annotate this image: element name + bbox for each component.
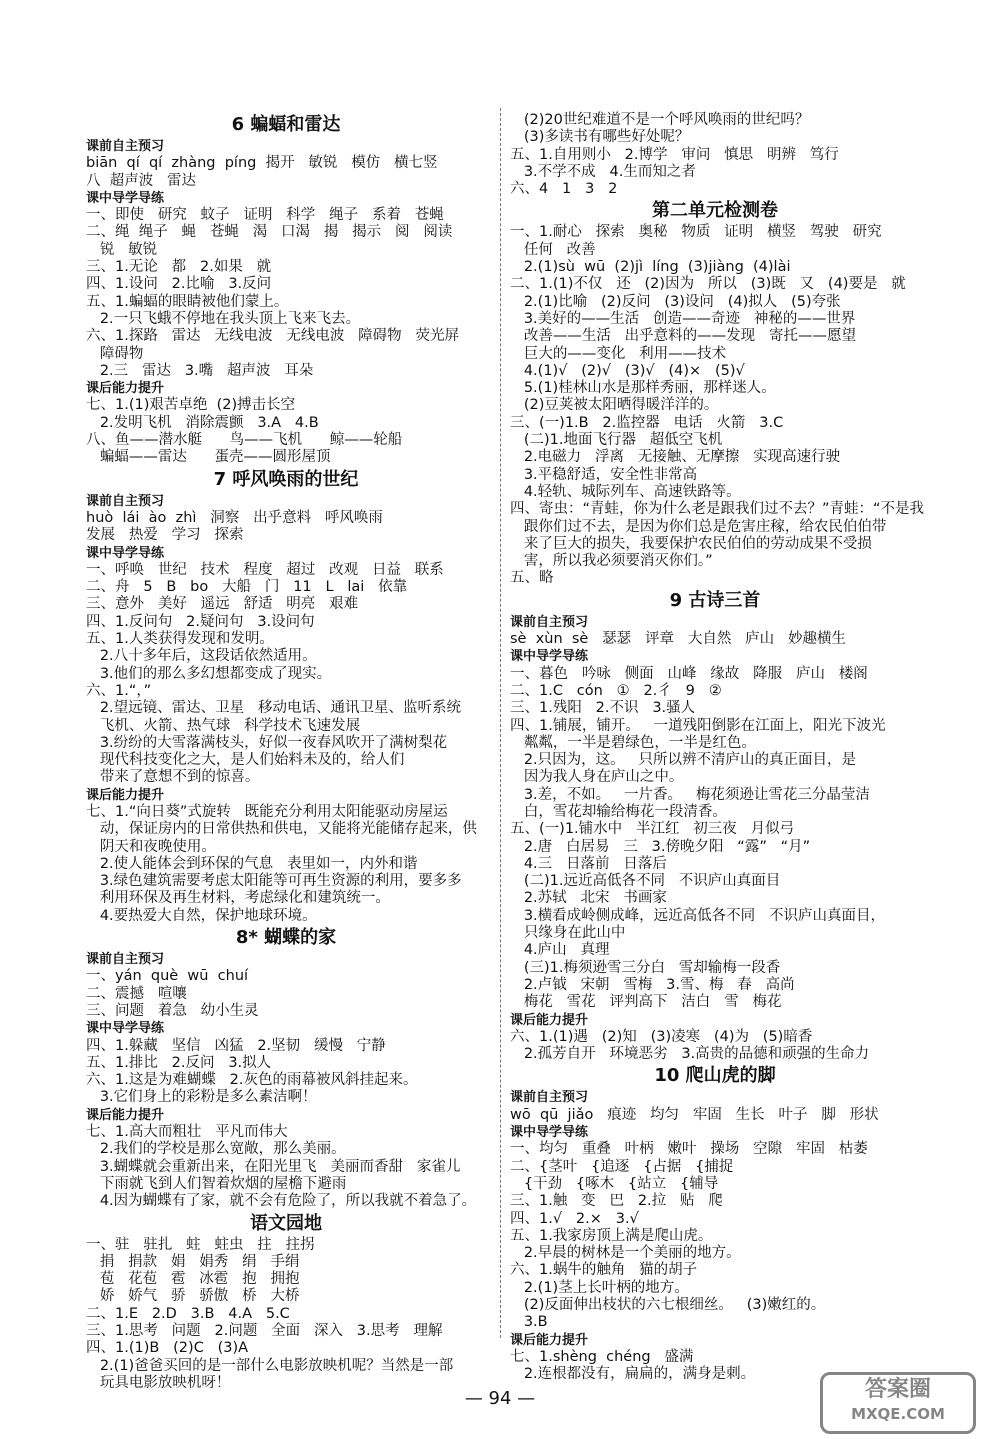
answer-line: 障碍物 [86,345,144,362]
answer-line: 三、问题 着急 幼小生灵 [86,1002,259,1019]
answer-line: (2)20世纪难道不是一个呼风唤雨的世纪吗？ [510,112,810,128]
answer-line: 2.(1)茎上长叶柄的地方。 [510,1279,689,1296]
answer-line: 三、意外 美好 遥远 舒适 明亮 艰难 [86,596,359,613]
answer-line: 2.三 雷达 3.嘴 超声波 耳朵 [86,362,314,379]
answer-line: 害，所以我必须要消灭你们。” [510,553,713,570]
answer-line: 3.B [510,1314,548,1331]
answer-line: 二、绳 绳子 蝇 苍蝇 渴 口渴 揭 揭示 阅 阅读 [86,224,453,241]
answer-line: (三)1.梅须逊雪三分白 雪却输梅一段香 [510,959,781,976]
answer-line: 因为我人身在庐山之中。 [510,769,684,786]
answer-line: 三、1.残阳 2.不识 3.骚人 [510,700,696,717]
section-heading: 课后能力提升 [86,381,165,397]
section-heading: 课中导学导练 [86,190,165,206]
answer-line: 五、1.我家房顶上满是爬山虎。 [510,1227,713,1244]
answer-line: 5.(1)桂林山水是那样秀丽，那样迷人。 [510,380,776,397]
answer-line: 2.只因为，这。 只所以辨不清庐山的真正面目，是 [510,752,856,769]
answer-line: 4.因为蝴蝶有了家，就不会有危险了，所以我就不着急了。 [86,1193,477,1210]
answer-line: 白，雪花却输给梅花一段清香。 [510,803,727,820]
answer-line: 锐 敏锐 [86,241,158,258]
answer-line: 四、寄虫：“青蛙，你为什么老是跟我们过不去？”青蛙：“不是我 [510,501,925,518]
answer-line: 3.横看成岭侧成峰，远近高低各不同 不识庐山真面目， [510,907,885,924]
answer-line: 2.一只飞蛾不停地在我头顶上飞来飞去。 [86,310,361,327]
answer-line: 二、{茎叶 {追逐 {占据 {捕捉 [510,1158,734,1175]
answer-line: (2)豆荚被太阳晒得暖洋洋的。 [510,397,719,414]
section-heading: 课中导学导练 [86,1021,165,1037]
answer-line: 六、1.蜗牛的触角 猫的胡子 [510,1262,698,1279]
answer-line: 3.绿色建筑需要考虑太阳能等可再生资源的利用，要多多 [86,873,462,890]
answer-line: 六、1.探路 雷达 无线电波 无线电波 障碍物 荧光屏 [86,328,459,345]
answer-line: 一、驻 驻扎 蛀 蛀虫 拄 拄拐 [86,1236,315,1253]
answer-line: {干劲 {啄木 {站立 {辅导 [510,1175,719,1192]
section-heading: 课前自主预习 [510,1090,589,1106]
answer-line: 苞 花苞 雹 冰雹 抱 拥抱 [86,1271,300,1288]
answer-line: 阴天和夜晚使用。 [86,838,216,855]
lesson-title: 9 古诗三首 [669,589,761,611]
answer-line: 五、略 [510,570,554,587]
answer-line: 4.三 日落前 日落后 [510,855,667,872]
answer-line: 五、(一)1.铺水中 半江红 初三夜 月似弓 [510,821,795,838]
answer-line: 下雨就飞到人们智着炊烟的屋檐下避雨 [86,1175,347,1192]
answer-line: 3.纷纷的大雪落满枝头，好似一夜春风吹开了满树梨花 [86,734,448,751]
answer-line: 三、(一)1.B 2.监控器 电话 火箭 3.C [510,414,784,431]
answer-line: 四、1.设问 2.比喻 3.反问 [86,276,272,293]
answer-line: 八、鱼——潜水艇 鸟——飞机 鲸——轮船 [86,432,403,449]
answer-line: 五、1.人类获得发现和发明。 [86,631,274,648]
answer-line: wō qū jiǎo 痕迹 均匀 牢固 生长 叶子 脚 形状 [510,1106,879,1123]
answer-line: 现代科技变化之大，是人们始料未及的，给人们 [86,752,405,769]
answer-line: 一、呼唤 世纪 技术 程度 超过 改观 日益 联系 [86,561,444,578]
answer-line: 2.望远镜、雷达、卫星 移动电话、通讯卫星、监听系统 [86,700,461,717]
answer-line: 六、1.这是为难蝴蝶 2.灰色的雨幕被风斜挂起来。 [86,1072,418,1089]
answer-line: 4.要热爱大自然，保护地球环境。 [86,907,317,924]
answer-line: 4.庐山 真理 [510,942,610,959]
answer-line: biān qí qí zhàng píng 揭开 敏锐 模仿 横七竖 [86,155,438,172]
answer-line: 二、1.C cón ① 2.彳 9 ② [510,682,722,699]
answer-line: 一、1.耐心 探索 奥秘 物质 证明 横竖 驾驶 研究 [510,224,882,241]
answer-line: 2.苏轼 北宋 书画家 [510,890,667,907]
section-heading: 课前自主预习 [510,614,589,630]
answer-line: 任何 改善 [510,241,596,258]
answer-line: 一、均匀 重叠 叶柄 嫩叶 操场 空隙 牢固 枯萎 [510,1141,868,1158]
answer-line: 3.美好的——生活 创造——奇迹 神秘的——世界 [510,310,856,327]
answer-line: 二、舟 5 B bo 大船 门 11 L lai 依靠 [86,579,408,596]
answer-line: 三、1.无论 都 2.如果 就 [86,259,272,276]
answer-line: 3.他们的那么多幻想都变成了现实。 [86,665,332,682]
answer-line: 五、1.蝙蝠的眼睛被他们蒙上。 [86,293,289,310]
answer-line: 2.孤芳自开 环境恶劣 3.高贵的品德和顽强的生命力 [510,1046,870,1063]
answer-line: 2.唐 白居易 三 3.傍晚夕阳 “露” “月” [510,838,811,855]
answer-line: 一、即使 研究 蚊子 证明 科学 绳子 系着 苍蝇 [86,207,444,224]
answer-line: 3.差，不如。 一片香。 梅花须逊让雪花三分晶莹洁 [510,786,870,803]
watermark-logo [820,1372,976,1434]
answer-line: 3.它们身上的彩粉是多么素洁啊！ [86,1089,317,1106]
lesson-title: 10 爬山虎的脚 [654,1065,776,1087]
answer-line: (二)1.远近高低各不同 不识庐山真面目 [510,873,781,890]
section-heading: 课前自主预习 [86,952,165,968]
answer-line: 带来了意想不到的惊喜。 [86,769,260,786]
watermark-url: MXQE.COM [851,1405,945,1423]
answer-line: 八 超声波 雷达 [86,172,197,189]
answer-line: 2.卢钺 宋朝 雪梅 3.雪、梅 春 高尚 [510,976,795,993]
answer-line: 2.八十多年后，这段话依然适用。 [86,648,317,665]
answer-line: 三、1.触 变 巴 2.拉 贴 爬 [510,1193,723,1210]
answer-line: 来了巨大的损失，我要保护农民伯伯的劳动成果不受损 [510,535,872,552]
answer-line: (二)1.地面飞行器 超低空飞机 [510,432,723,449]
answer-line: 捐 捐款 娟 娟秀 绢 手绢 [86,1253,300,1270]
answer-line: 2.(1)sù wū (2)jì líng (3)jiàng (4)lài [510,259,791,276]
answer-line: 3.不学不成 4.生而知之者 [510,163,696,180]
lesson-title: 6 蝙蝠和雷达 [231,114,341,135]
answer-line: 2.使人能体会到环保的气息 表里如一，内外和谐 [86,855,418,872]
watermark-text: 答案圈 [864,1377,931,1402]
section-heading: 课后能力提升 [510,1012,589,1028]
answer-line: 2.连根都没有，扁扁的，满身是刺。 [510,1366,756,1383]
answer-line: 梅花 雪花 评判高下 洁白 雪 梅花 [510,994,782,1011]
left-column [86,112,486,1392]
answer-line: 巨大的——变化 利用——技术 [510,345,727,362]
answer-line: 七、1.shèng chéng 盛满 [510,1348,694,1365]
answer-line: 六、1.“，” [86,682,152,699]
answer-line: 2.发明飞机 消除震颤 3.A 4.B [86,414,319,431]
answer-line: sè xùn sè 瑟瑟 评章 大自然 庐山 妙趣横生 [510,631,846,648]
answer-line: 三、1.思考 问题 2.问题 全面 深入 3.思考 理解 [86,1323,443,1339]
answer-line: 七、1.高大而粗壮 平凡而伟大 [86,1124,288,1141]
answer-line: 发展 热爱 学习 探索 [86,527,244,544]
answer-line: 二、震撼 喧嚷 [86,985,187,1002]
answer-line: 玩具电影放映机呀！ [86,1374,231,1391]
answer-line: (3)多读书有哪些好处呢？ [510,129,690,146]
section-heading: 课后能力提升 [510,1332,589,1348]
answer-line: 3.蝴蝶就会重新出来，在阳光里飞 美丽而香甜 家雀儿 [86,1158,461,1175]
answer-line: 4.(1)√ (2)√ (3)√ (4)× (5)√ [510,362,745,379]
answer-line: 四、1.反问句 2.疑问句 3.设问句 [86,613,315,630]
answer-line: 飞机、火箭、热气球 科学技术飞速发展 [86,717,361,734]
answer-line: 一、暮色 吟咏 侧面 山峰 缘故 降服 庐山 楼阁 [510,665,868,682]
section-heading: 课后能力提升 [86,787,165,803]
answer-line: 只缘身在此山中 [510,925,626,942]
answer-line: 一、yán què wū chuí [86,968,249,985]
answer-line: 六、1.(1)遇 (2)知 (3)凌寒 (4)为 (5)暗香 [510,1028,813,1045]
answer-line: 2.(1)爸爸买回的是一部什么电影放映机呢？当然是一部 [86,1357,454,1374]
column-divider [500,108,501,1338]
answer-line: 六、4 1 3 2 [510,181,618,198]
answer-line: (2)反面伸出枝状的六七根细丝。 (3)嫩红的。 [510,1297,826,1313]
answer-line: 五、1.自用则小 2.博学 审问 慎思 明辨 笃行 [510,146,839,163]
section-heading: 课前自主预习 [86,139,165,154]
section-heading: 课中导学导练 [510,649,589,665]
answer-line: 四、1.√ 2.× 3.√ [510,1210,639,1227]
answer-line: 2.我们的学校是那么宽敞，那么美丽。 [86,1141,346,1158]
answer-line: 2.电磁力 浮离 无接触、无摩擦 实现高速行驶 [510,449,841,466]
lesson-title: 第二单元检测卷 [652,200,778,222]
answer-line: huò lái ào zhì 洞察 出乎意料 呼风唤雨 [86,509,383,526]
answer-line: 跟你们过不去，是因为你们总是危害庄稼，给农民伯伯带 [510,518,887,535]
section-heading: 课前自主预习 [86,493,165,509]
answer-line: 2.早晨的树林是一个美丽的地方。 [510,1245,741,1262]
answer-line: 二、1.(1)不仅 还 (2)因为 所以 (3)既 又 (4)要是 就 [510,276,906,293]
answer-line: 四、1.铺展，铺开。 一道残阳倒影在江面上，阳光下波光 [510,717,886,734]
answer-line: 3.平稳舒适，安全性非常高 [510,466,698,483]
answer-line: 动，保证房内的日常供热和供电，又能将光能储存起来，供 [86,821,477,838]
answer-line: 五、1.排比 2.反问 3.拟人 [86,1054,272,1071]
answer-line: 二、1.E 2.D 3.B 4.A 5.C [86,1305,290,1322]
right-column [510,112,925,1383]
answer-line: 娇 娇气 骄 骄傲 桥 大桥 [86,1288,300,1305]
answer-line: 四、1.(1)B (2)C (3)A [86,1340,249,1357]
lesson-title: 8* 蝴蝶的家 [235,927,337,949]
answer-line: 改善——生活 出乎意料的——发现 寄托——愿望 [510,328,856,345]
answer-line: 利用环保及再生材料，考虑绿化和建筑统一。 [86,890,390,907]
answer-line: 七、1.(1)艰苦卓绝 (2)搏击长空 [86,397,296,414]
answer-line: 蝙蝠——雷达 蛋壳——圆形屋顶 [86,449,331,466]
lesson-title: 7 呼风唤雨的世纪 [213,468,359,490]
answer-line: 七、1.“向日葵”式旋转 既能充分利用太阳能驱动房屋运 [86,803,448,820]
answer-line: 4.轻轨、城际列车、高速铁路等。 [510,483,741,500]
section-heading: 课中导学导练 [510,1125,589,1141]
answer-line: 粼粼，一半是碧绿色，一半是红色。 [510,734,756,751]
section-heading: 课中导学导练 [86,545,165,561]
lesson-title: 语文园地 [250,1212,322,1234]
section-heading: 课后能力提升 [86,1107,165,1123]
answer-line: 四、1.躲藏 坚信 凶猛 2.坚韧 缓慢 宁静 [86,1037,386,1054]
page-number: — 94 — [464,1388,536,1409]
answer-line: 2.(1)比喻 (2)反问 (3)设问 (4)拟人 (5)夸张 [510,293,841,310]
